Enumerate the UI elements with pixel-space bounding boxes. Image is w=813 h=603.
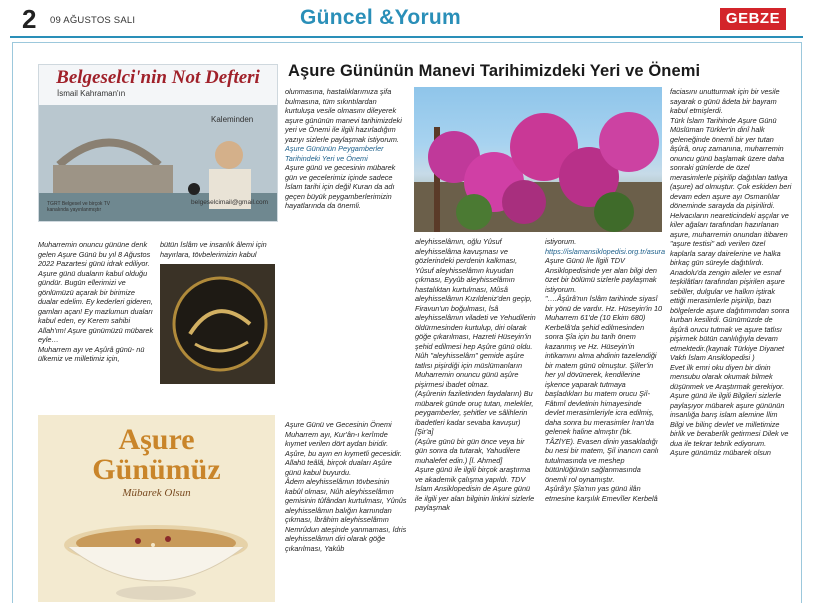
page-date: 09 AĞUSTOS SALI: [50, 15, 136, 26]
paragraph: aleyhisselâmın, oğlu Yûsuf aleyhisselâma kavuşması ve gözlerindeki perdenin kalkması, Yûsuf aleyhisselâmın kuyudan çıkması, Eyyûb aleyhisselâmın hastalıktan kurtulması, Mûsâ aleyhisselâmın Kızıldeniz'den geçip, Firavun'un boğulması, İsâ aleyhisselâmın viladeti ve Yehudilerin öldürmesinden kurtulup, diri olarak göğe çıkarılması, Hazreti Hüseyin'in şehid edilmesi hep Aşûre günü oldu.: [415, 237, 536, 351]
asure-bowl-art: [38, 505, 275, 602]
paragraph: Muharremin onuncu gününe denk gelen Aşure Günü bu yıl 8 Ağustos 2022 Pazartesi günü idrak ediliyor.: [38, 240, 151, 268]
column-logo-title: Belgeselci'nin Not Defteri: [56, 67, 260, 88]
article-column-4a: [545, 237, 666, 503]
asure-subtitle: Mübarek Olsun: [122, 487, 191, 499]
column-logo-author: İsmail Kahraman'ın: [57, 89, 126, 98]
article-column-3a: [415, 237, 537, 513]
article-column-5a: [670, 87, 792, 458]
subheading: Aşure Gününün Peygamberler Tarihindeki Yeri ve Önemi: [285, 144, 384, 163]
column-logo: [38, 64, 278, 222]
article-column-1a: [38, 240, 154, 364]
paragraph: Aşure Günü İle İlgili TDV Ansiklopedisinde yer alan bilgi den özet bir bölümü sizlerle paylaşmak istiyorum.: [545, 256, 657, 294]
column-logo-email: belgeselcimail@gmail.com: [191, 199, 269, 206]
column-logo-from: Kaleminden: [211, 115, 254, 124]
paragraph: Aşure günü ile ilgili birçok araştırma ve akademik çalışma yapıldı. TDV İslam Ansiklopedisin de Aşure günü ile ilgili yer alan bilginin linkini sizlerle paylaşmak: [415, 465, 535, 512]
paragraph: Aşure günü duaların kabul olduğu gündür. Bugün ellerimizi ve gönlümüzü açarak bir birimize dualar edelim. Ey kederleri gideren, gamları açan! Ey mazlumun duaları kabul eden, ey Kerem sahibi Allah'ım! Aşure günümüzü mübarek eyle…: [38, 268, 154, 344]
column-logo-note: TGRT Belgesel ve birçok TV kanalında yayınlanmıştır: [47, 201, 111, 213]
paragraph: Nûh "aleyhisselâm" gemide aşûre tatlısı pişirdiği için müslümanların Muharremin onuncu günü aşûre pişirmesi ibadet olmaz.: [415, 351, 525, 389]
calligraphy-photo: [160, 264, 275, 384]
article-column-1b: [160, 240, 272, 259]
asure-greeting-image: [38, 415, 275, 602]
paragraph: Türk İslam Tarihinde Aşure Günü Müslüman Türkler'in dinî halk geleneğinde önemli bir yer tutan âşûrâ, oruç zamanına, muharremin onuncu günü başlamak üzere daha sonraki günlerde de özel merasimlerle pişirilip dağıtılan tatlıya (aşure) ad olmuştur. Çok eskiden beri devam eden aşure ayı Osmanlılar döneminde sarayda da pişirilirdi. Helvacıların neareticindeki aşçılar ve kiler ağaları tarafından hazırlanan aşure, muharremin onundan itibaren "aşure testisi" adı verilen özel kaplarla saray dairelerine ve halka birkaç gün süreyle dağıtılırdı. Anadolu'da zengin aileler ve esnaf teşkilâtları tarafından pişirilen aşure sebiller, dulgular ve halkın iştirak ettiği merasimlerle pişirilip, bazı bölgelerde aşure dağıtımından sonra kurban kesilirdi. Günümüzde de âşûrâ orucu tutmak ve aşure tatlısı pişirmek bütün canlılığıyla devam etmektedir.(kaynak Türkiye Diyanet Vakfı İslam Ansiklopedisi ): [670, 115, 792, 362]
paragraph: Aşure günü ve gecesinin mübarek gün ve gecelerimiz içinde sadece İslam tarihi için değil Kuran da adı geçen büyük peygamberlerimizin hayatlarında da önemli.: [285, 163, 396, 210]
flower-photo: [414, 87, 662, 232]
paragraph: istiyorum.: [545, 237, 577, 246]
paragraph: "….Âşûrâ'nın İslâm tarihinde siyasî bir yönü de vardır. Hz. Hüseyin'in 10 Muharrem 61'de (10 Ekim 680) Kerbelâ'da şehid edilmesinden sonra Şîa için bu tarih önem kazanmış ve Hz. Hüseyin'in intikamını alma ahdinin tazelendiği bir matem günü olmuştur. Şiîler'in her yıl dövünerek, kendilerine işkence yaparak tutmaya başladıkları bu matem orucu Şiî-Fâtımî devletinin himayesinde devlet merasimleriyle icra edilmiş, daha sonra bu merasimler İran'da gelenek haline almıştır (bk. TÂZİYE). Evasen dinin yasakladığı bu nesi bir matem, Şiî inancın canlı tutulmasında ve meshep bütünlüğünün sağlanmasında önemli rol oynamıştır.: [545, 294, 663, 484]
paragraph: Âdem aleyhisselâmın tövbesinin kabûl olması, Nûh aleyhisselâmın gemisinin tûfândan kurtulması, Yûnûs aleyhisselâmın balığın karnından çıkması, İbrâhim aleyhisselâmın Nemrûdun ateşinde yanmaması, İdris aleyhisselâmın diri olarak göğe çıkarılması, Yakûb: [285, 477, 407, 553]
paragraph: (Aşûre günü bir gün önce veya bir gün sonra da tutarak, Yahudilere muhalefet edin.) [İ. Ahmed]: [415, 436, 525, 465]
paragraph: Aşure Günü ve Gecesinin Önemi Muharrem ayı, Kur'ân-ı kerîmde kıymet verilen dört aydan biridir. Aşûre, bu ayın en kıymetli gecesidir. Allahü teâlâ, birçok duaları Aşûre günü kabul buyurdu.: [285, 420, 402, 477]
section-title: Güncel &Yorum: [300, 6, 462, 29]
newspaper-logo: GEBZE: [720, 8, 786, 30]
article-title: Aşure Gününün Manevi Tarihimizdeki Yeri ve Önemi: [288, 62, 701, 80]
source-link[interactable]: https://islamansiklopedisi.org.tr/asura: [545, 246, 666, 256]
paragraph: Muharrem ayı ve Aşûrâ günü- nü ülkemiz ve milletimiz için,: [38, 344, 145, 363]
calligraphy-art: [160, 264, 275, 384]
paragraph: bütün İslâm ve insanlık âlemi için hayırlara, tövbelerimizin kabul: [160, 240, 267, 259]
asure-title: Aşure Günümüz: [92, 423, 221, 486]
header-divider: [10, 36, 803, 38]
paragraph: Evet ilk emri oku diyen bir dinin mensubu olarak okumak bilmek düşünmek ve Araştırmak gerekiyor. Aşure günü ile ilgili Bilgileri sizlerle paylaşıyor mübarek aşure gününün insanlığa barış islam alemine İlim Bilgi ve bilinç devlet ve milletimize birlik ve beraberlik getirmesi Dilek ve dua ile tekrar tebrik ediyorum.: [670, 362, 789, 448]
paragraph: (Aşûrenin faziletinden faydaların) Bu mübarek günde oruç tutan, melekler, peygamberler, şehitler ve sâlihlerin ibadetleri kadar sevaba kavuşur) [Şir'a]: [415, 389, 534, 436]
paragraph: Aşure günümüz mübarek olsun: [670, 448, 771, 457]
paragraph: Aşûrâ'yı Şîa'nın yas günü ilân etmesine karşılık Emevîler Kerbelâ: [545, 484, 658, 503]
page-number: 2: [22, 4, 37, 34]
article-column-2a: [285, 87, 407, 211]
article-column-2b: [285, 420, 407, 553]
paragraph: olunmasına, hastalıklarımıza şifa bulmasına, tüm sıkıntılardan kurtuluşa vesile olmasını dileyerek aşure gününün manevi tarihimizdeki yeri ve Önemi ile ilgili hazırladığım yazıyı sizlerle paylaşmak istiyorum.: [285, 87, 402, 144]
flower-photo-art: [414, 87, 662, 232]
paragraph: faciasını unutturmak için bir vesile sayarak o günü âdeta bir bayram kabul etmişlerdi.: [670, 87, 780, 115]
